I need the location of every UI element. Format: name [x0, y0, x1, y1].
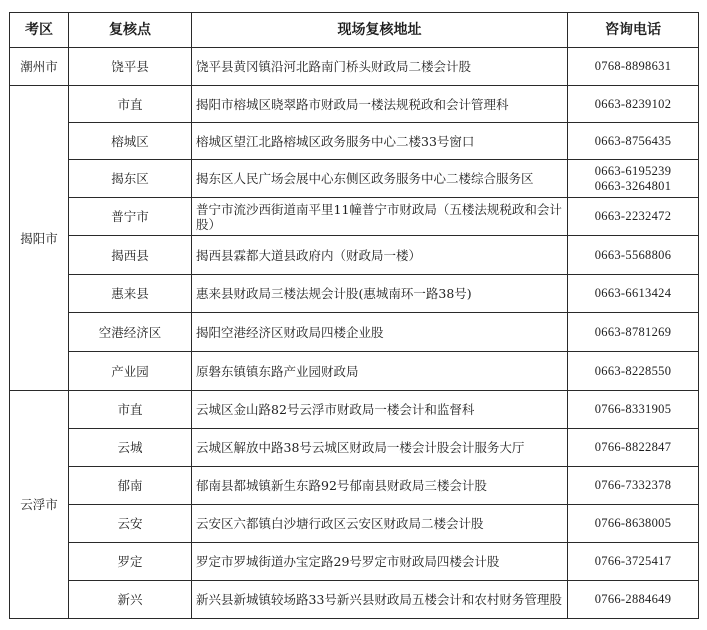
address-cell: 榕城区望江北路榕城区政务服务中心二楼33号窗口 — [192, 123, 568, 160]
phone-cell: 0766-8331905 — [568, 391, 699, 429]
table-row — [10, 48, 699, 86]
table-row — [10, 467, 699, 505]
phone-cell: 0663-8239102 — [568, 86, 699, 123]
table-row — [10, 198, 699, 236]
point-cell: 市直 — [69, 391, 192, 429]
point-cell: 揭东区 — [69, 160, 192, 198]
header-point: 复核点 — [69, 13, 192, 48]
table-row — [10, 275, 699, 313]
point-cell: 饶平县 — [69, 48, 192, 86]
table-row — [10, 313, 699, 352]
header-phone: 咨询电话 — [568, 13, 699, 48]
point-cell: 新兴 — [69, 581, 192, 619]
table-row — [10, 352, 699, 391]
address-cell: 揭阳空港经济区财政局四楼企业股 — [192, 313, 568, 352]
table-row — [10, 86, 699, 123]
address-cell: 云城区金山路82号云浮市财政局一楼会计和监督科 — [192, 391, 568, 429]
phone-line: 0663-6195239 — [594, 163, 672, 178]
table-row — [10, 236, 699, 275]
point-cell: 惠来县 — [69, 275, 192, 313]
phone-cell: 0663-2232472 — [568, 198, 699, 236]
address-cell: 揭阳市榕城区晓翠路市财政局一楼法规税政和会计管理科 — [192, 86, 568, 123]
phone-cell: 0768-8898631 — [568, 48, 699, 86]
address-cell: 揭东区人民广场会展中心东侧区政务服务中心二楼综合服务区 — [192, 160, 568, 198]
point-cell: 空港经济区 — [69, 313, 192, 352]
phone-cell — [568, 160, 699, 198]
address-cell: 原磐东镇镇东路产业园财政局 — [192, 352, 568, 391]
review-sites-table — [9, 12, 699, 619]
table-row — [10, 391, 699, 429]
address-cell: 云安区六都镇白沙塘行政区云安区财政局二楼会计股 — [192, 505, 568, 543]
phone-cell: 0766-3725417 — [568, 543, 699, 581]
region-cell: 揭阳市 — [10, 86, 69, 391]
phone-cell: 0663-5568806 — [568, 236, 699, 275]
point-cell: 榕城区 — [69, 123, 192, 160]
table-row — [10, 581, 699, 619]
table-row — [10, 543, 699, 581]
point-cell: 普宁市 — [69, 198, 192, 236]
phone-cell: 0663-6613424 — [568, 275, 699, 313]
table-row — [10, 429, 699, 467]
phone-cell: 0766-8822847 — [568, 429, 699, 467]
point-cell: 罗定 — [69, 543, 192, 581]
address-cell: 新兴县新城镇较场路33号新兴县财政局五楼会计和农村财务管理股 — [192, 581, 568, 619]
table-row — [10, 505, 699, 543]
header-region: 考区 — [10, 13, 69, 48]
address-cell: 罗定市罗城街道办宝定路29号罗定市财政局四楼会计股 — [192, 543, 568, 581]
point-cell: 云安 — [69, 505, 192, 543]
table-row — [10, 123, 699, 160]
phone-cell: 0663-8228550 — [568, 352, 699, 391]
header-address: 现场复核地址 — [192, 13, 568, 48]
address-cell: 饶平县黄冈镇沿河北路南门桥头财政局二楼会计股 — [192, 48, 568, 86]
address-cell: 郁南县都城镇新生东路92号郁南县财政局三楼会计股 — [192, 467, 568, 505]
point-cell: 揭西县 — [69, 236, 192, 275]
phone-cell: 0663-8756435 — [568, 123, 699, 160]
point-cell: 市直 — [69, 86, 192, 123]
phone-cell: 0766-8638005 — [568, 505, 699, 543]
table-header-row — [10, 13, 699, 48]
address-cell: 揭西县霖都大道县政府内（财政局一楼） — [192, 236, 568, 275]
address-cell: 云城区解放中路38号云城区财政局一楼会计股会计服务大厅 — [192, 429, 568, 467]
phone-cell: 0663-8781269 — [568, 313, 699, 352]
point-cell: 产业园 — [69, 352, 192, 391]
region-cell: 潮州市 — [10, 48, 69, 86]
phone-line: 0663-3264801 — [594, 178, 672, 193]
point-cell: 云城 — [69, 429, 192, 467]
point-cell: 郁南 — [69, 467, 192, 505]
address-cell: 惠来县财政局三楼法规会计股(惠城南环一路38号) — [192, 275, 568, 313]
address-cell: 普宁市流沙西街道南平里11幢普宁市财政局（五楼法规税政和会计股） — [192, 198, 568, 236]
region-cell: 云浮市 — [10, 391, 69, 619]
phone-cell: 0766-2884649 — [568, 581, 699, 619]
phone-cell: 0766-7332378 — [568, 467, 699, 505]
table-row — [10, 160, 699, 198]
